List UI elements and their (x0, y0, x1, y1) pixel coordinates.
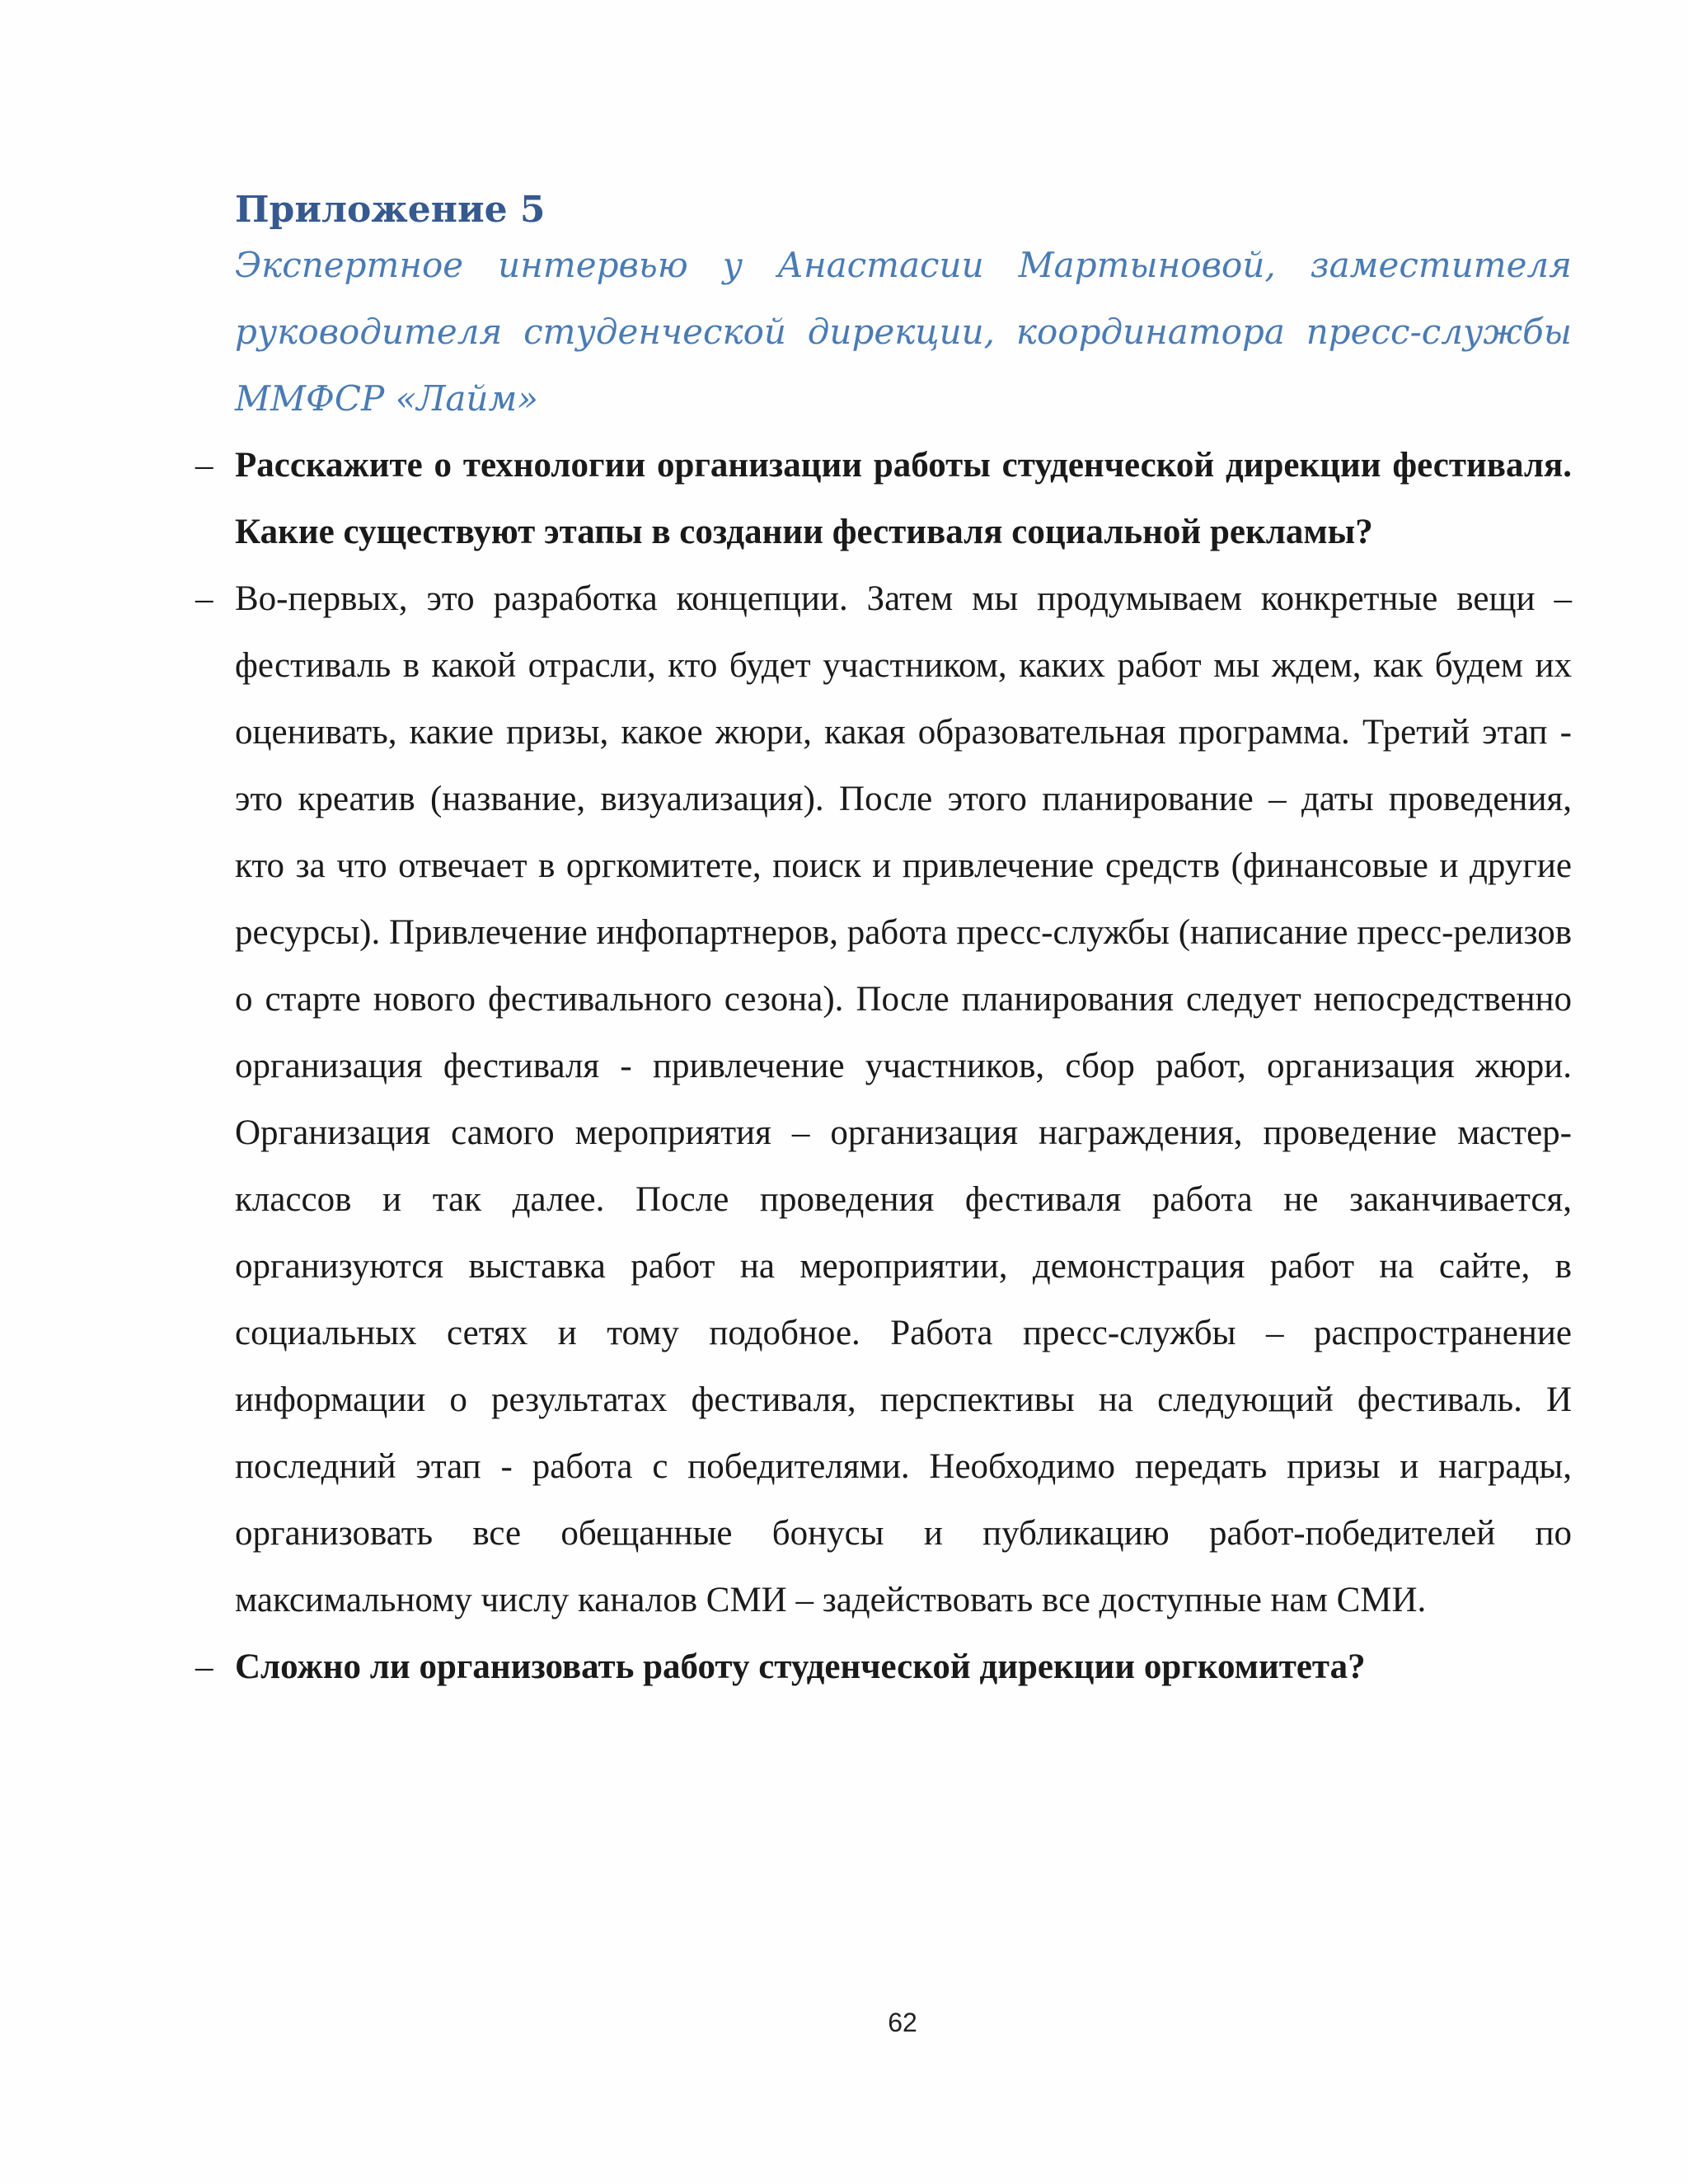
interview-question (195, 1633, 1572, 1700)
list-dash: – (195, 446, 213, 485)
interview-answer (195, 565, 1572, 1633)
interview-question (195, 432, 1572, 565)
list-dash: – (195, 1647, 213, 1686)
page-content (195, 185, 1572, 1700)
list-dash: – (195, 579, 213, 618)
question-text: Расскажите о технологии организации работы студенческой дирекции фестиваля. Какие существуют этапы в создании фестиваля социальной рекламы? (235, 446, 1572, 551)
page-number: 62 (888, 2008, 917, 2037)
appendix-title: Приложение 5 (235, 189, 546, 231)
answer-text: Во-первых, это разработка концепции. Затем мы продумываем конкретные вещи – фестиваль в какой отрасли, кто будет участником, каких работ мы ждем, как будем их оценивать, какие призы, какое жюри, какая образовательная программа. Третий этап - это креатив (название, визуализация). После этого планирование – даты проведения, кто за что отвечает в оргкомитете, поиск и привлечение средств (финансовые и другие ресурсы). Привлечение инфопартнеров, работа пресс-службы (написание пресс-релизов о старте нового фестивального сезона). После планирования следует непосредственно организация фестиваля - привлечение участников, сбор работ, организация жюри. Организация самого мероприятия – организация награждения, проведение мастер-классов и так далее. После проведения фестиваля работа не заканчивается, организуются выставка работ на мероприятии, демонстрация работ на сайте, в социальных сетях и тому подобное. Работа пресс-службы – распространение информации о результатах фестиваля, перспективы на следующий фестиваль. И последний этап - работа с победителями. Необходимо передать призы и награды, организовать все обещанные бонусы и публикацию работ-победителей по максимальному числу каналов СМИ – задействовать все доступные нам СМИ. (235, 579, 1572, 1619)
appendix-subtitle: Экспертное интервью у Анастасии Мартыновой, заместителя руководителя студенческой дирекции, координатора пресс-службы ММФСР «Лайм» (235, 245, 1572, 419)
question-text: Сложно ли организовать работу студенческой дирекции оргкомитета? (235, 1647, 1366, 1686)
